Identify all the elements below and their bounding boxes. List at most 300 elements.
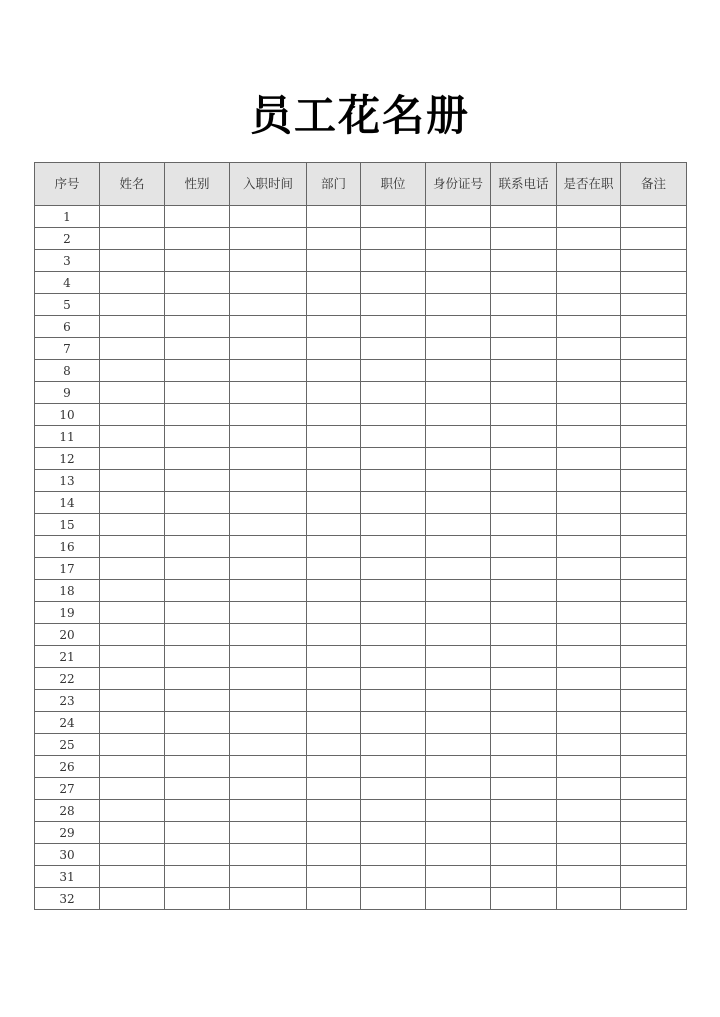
cell-hire-date[interactable] <box>230 602 307 624</box>
cell-employed[interactable] <box>557 778 621 800</box>
cell-id-number[interactable] <box>426 514 491 536</box>
cell-name[interactable] <box>100 382 165 404</box>
cell-remarks[interactable] <box>621 778 687 800</box>
cell-employed[interactable] <box>557 206 621 228</box>
cell-name[interactable] <box>100 426 165 448</box>
cell-id-number[interactable] <box>426 844 491 866</box>
cell-phone[interactable] <box>491 228 557 250</box>
cell-id-number[interactable] <box>426 338 491 360</box>
cell-hire-date[interactable] <box>230 206 307 228</box>
cell-remarks[interactable] <box>621 272 687 294</box>
table-row <box>35 822 687 844</box>
cell-gender[interactable] <box>165 822 230 844</box>
cell-department[interactable] <box>307 580 361 602</box>
cell-gender[interactable] <box>165 778 230 800</box>
cell-name[interactable] <box>100 228 165 250</box>
cell-position[interactable] <box>361 844 426 866</box>
cell-position[interactable] <box>361 734 426 756</box>
cell-hire-date[interactable] <box>230 624 307 646</box>
cell-phone[interactable] <box>491 668 557 690</box>
cell-employed[interactable] <box>557 558 621 580</box>
cell-employed[interactable] <box>557 404 621 426</box>
cell-employed[interactable] <box>557 822 621 844</box>
cell-employed[interactable] <box>557 514 621 536</box>
cell-phone[interactable] <box>491 844 557 866</box>
cell-department[interactable] <box>307 382 361 404</box>
cell-remarks[interactable] <box>621 360 687 382</box>
cell-position[interactable] <box>361 624 426 646</box>
cell-employed[interactable] <box>557 426 621 448</box>
cell-gender[interactable] <box>165 734 230 756</box>
cell-id-number[interactable] <box>426 360 491 382</box>
cell-name[interactable] <box>100 536 165 558</box>
cell-employed[interactable] <box>557 294 621 316</box>
cell-phone[interactable] <box>491 294 557 316</box>
cell-employed[interactable] <box>557 536 621 558</box>
cell-employed[interactable] <box>557 690 621 712</box>
cell-remarks[interactable] <box>621 426 687 448</box>
cell-name[interactable] <box>100 316 165 338</box>
cell-remarks[interactable] <box>621 250 687 272</box>
cell-gender[interactable] <box>165 558 230 580</box>
cell-name[interactable] <box>100 602 165 624</box>
cell-name[interactable] <box>100 206 165 228</box>
cell-gender[interactable] <box>165 712 230 734</box>
table-row <box>35 250 687 272</box>
cell-name[interactable] <box>100 690 165 712</box>
cell-department[interactable] <box>307 250 361 272</box>
cell-employed[interactable] <box>557 712 621 734</box>
cell-hire-date[interactable] <box>230 470 307 492</box>
cell-remarks[interactable] <box>621 316 687 338</box>
cell-remarks[interactable] <box>621 536 687 558</box>
cell-gender[interactable] <box>165 536 230 558</box>
cell-department[interactable] <box>307 668 361 690</box>
cell-hire-date[interactable] <box>230 316 307 338</box>
cell-department[interactable] <box>307 624 361 646</box>
cell-position[interactable] <box>361 448 426 470</box>
cell-serial: 9 <box>35 382 100 404</box>
cell-employed[interactable] <box>557 272 621 294</box>
cell-employed[interactable] <box>557 866 621 888</box>
cell-serial: 29 <box>35 822 100 844</box>
cell-gender[interactable] <box>165 514 230 536</box>
cell-position[interactable] <box>361 602 426 624</box>
cell-phone[interactable] <box>491 536 557 558</box>
cell-phone[interactable] <box>491 712 557 734</box>
cell-employed[interactable] <box>557 316 621 338</box>
cell-remarks[interactable] <box>621 492 687 514</box>
cell-gender[interactable] <box>165 602 230 624</box>
cell-department[interactable] <box>307 316 361 338</box>
cell-phone[interactable] <box>491 206 557 228</box>
cell-hire-date[interactable] <box>230 690 307 712</box>
cell-department[interactable] <box>307 514 361 536</box>
cell-employed[interactable] <box>557 734 621 756</box>
cell-name[interactable] <box>100 624 165 646</box>
cell-id-number[interactable] <box>426 448 491 470</box>
cell-remarks[interactable] <box>621 712 687 734</box>
cell-phone[interactable] <box>491 690 557 712</box>
cell-department[interactable] <box>307 360 361 382</box>
cell-id-number[interactable] <box>426 580 491 602</box>
cell-name[interactable] <box>100 580 165 602</box>
cell-id-number[interactable] <box>426 756 491 778</box>
cell-hire-date[interactable] <box>230 822 307 844</box>
cell-id-number[interactable] <box>426 734 491 756</box>
cell-name[interactable] <box>100 822 165 844</box>
cell-gender[interactable] <box>165 492 230 514</box>
cell-serial: 24 <box>35 712 100 734</box>
cell-id-number[interactable] <box>426 624 491 646</box>
cell-hire-date[interactable] <box>230 360 307 382</box>
cell-gender[interactable] <box>165 360 230 382</box>
cell-phone[interactable] <box>491 624 557 646</box>
cell-name[interactable] <box>100 514 165 536</box>
table-row <box>35 338 687 360</box>
header-cell-phone: 联系电话 <box>491 163 557 206</box>
cell-remarks[interactable] <box>621 888 687 910</box>
cell-employed[interactable] <box>557 382 621 404</box>
cell-remarks[interactable] <box>621 866 687 888</box>
cell-gender[interactable] <box>165 228 230 250</box>
cell-position[interactable] <box>361 800 426 822</box>
cell-phone[interactable] <box>491 492 557 514</box>
cell-gender[interactable] <box>165 668 230 690</box>
cell-id-number[interactable] <box>426 228 491 250</box>
cell-hire-date[interactable] <box>230 756 307 778</box>
cell-name[interactable] <box>100 778 165 800</box>
cell-position[interactable] <box>361 668 426 690</box>
cell-position[interactable] <box>361 866 426 888</box>
cell-remarks[interactable] <box>621 734 687 756</box>
cell-id-number[interactable] <box>426 888 491 910</box>
cell-department[interactable] <box>307 448 361 470</box>
cell-phone[interactable] <box>491 888 557 910</box>
cell-hire-date[interactable] <box>230 844 307 866</box>
cell-position[interactable] <box>361 272 426 294</box>
cell-hire-date[interactable] <box>230 228 307 250</box>
cell-remarks[interactable] <box>621 382 687 404</box>
cell-id-number[interactable] <box>426 558 491 580</box>
cell-department[interactable] <box>307 778 361 800</box>
cell-phone[interactable] <box>491 800 557 822</box>
cell-id-number[interactable] <box>426 470 491 492</box>
cell-name[interactable] <box>100 756 165 778</box>
cell-name[interactable] <box>100 250 165 272</box>
cell-gender[interactable] <box>165 250 230 272</box>
cell-gender[interactable] <box>165 382 230 404</box>
cell-hire-date[interactable] <box>230 800 307 822</box>
cell-id-number[interactable] <box>426 866 491 888</box>
cell-employed[interactable] <box>557 360 621 382</box>
cell-phone[interactable] <box>491 404 557 426</box>
cell-name[interactable] <box>100 404 165 426</box>
cell-hire-date[interactable] <box>230 404 307 426</box>
cell-name[interactable] <box>100 448 165 470</box>
cell-position[interactable] <box>361 690 426 712</box>
cell-employed[interactable] <box>557 756 621 778</box>
cell-hire-date[interactable] <box>230 294 307 316</box>
cell-employed[interactable] <box>557 492 621 514</box>
cell-position[interactable] <box>361 338 426 360</box>
cell-remarks[interactable] <box>621 448 687 470</box>
cell-remarks[interactable] <box>621 844 687 866</box>
cell-department[interactable] <box>307 558 361 580</box>
cell-id-number[interactable] <box>426 800 491 822</box>
cell-phone[interactable] <box>491 822 557 844</box>
cell-phone[interactable] <box>491 360 557 382</box>
cell-department[interactable] <box>307 228 361 250</box>
cell-gender[interactable] <box>165 272 230 294</box>
cell-remarks[interactable] <box>621 822 687 844</box>
cell-phone[interactable] <box>491 558 557 580</box>
cell-serial: 2 <box>35 228 100 250</box>
cell-id-number[interactable] <box>426 382 491 404</box>
cell-phone[interactable] <box>491 514 557 536</box>
cell-position[interactable] <box>361 712 426 734</box>
cell-hire-date[interactable] <box>230 668 307 690</box>
cell-name[interactable] <box>100 800 165 822</box>
cell-department[interactable] <box>307 272 361 294</box>
cell-remarks[interactable] <box>621 668 687 690</box>
cell-name[interactable] <box>100 712 165 734</box>
cell-hire-date[interactable] <box>230 888 307 910</box>
cell-position[interactable] <box>361 492 426 514</box>
cell-name[interactable] <box>100 888 165 910</box>
cell-position[interactable] <box>361 778 426 800</box>
cell-remarks[interactable] <box>621 646 687 668</box>
cell-gender[interactable] <box>165 316 230 338</box>
table-row <box>35 756 687 778</box>
cell-position[interactable] <box>361 470 426 492</box>
cell-remarks[interactable] <box>621 206 687 228</box>
cell-employed[interactable] <box>557 580 621 602</box>
cell-phone[interactable] <box>491 338 557 360</box>
cell-hire-date[interactable] <box>230 866 307 888</box>
cell-employed[interactable] <box>557 624 621 646</box>
cell-gender[interactable] <box>165 580 230 602</box>
cell-id-number[interactable] <box>426 206 491 228</box>
cell-id-number[interactable] <box>426 690 491 712</box>
cell-name[interactable] <box>100 272 165 294</box>
cell-id-number[interactable] <box>426 602 491 624</box>
cell-name[interactable] <box>100 866 165 888</box>
cell-department[interactable] <box>307 690 361 712</box>
cell-id-number[interactable] <box>426 316 491 338</box>
cell-hire-date[interactable] <box>230 778 307 800</box>
cell-serial: 17 <box>35 558 100 580</box>
cell-department[interactable] <box>307 888 361 910</box>
cell-phone[interactable] <box>491 272 557 294</box>
cell-name[interactable] <box>100 844 165 866</box>
cell-hire-date[interactable] <box>230 536 307 558</box>
cell-department[interactable] <box>307 602 361 624</box>
cell-name[interactable] <box>100 360 165 382</box>
cell-position[interactable] <box>361 426 426 448</box>
cell-phone[interactable] <box>491 778 557 800</box>
cell-department[interactable] <box>307 756 361 778</box>
cell-id-number[interactable] <box>426 492 491 514</box>
cell-gender[interactable] <box>165 844 230 866</box>
cell-remarks[interactable] <box>621 756 687 778</box>
cell-remarks[interactable] <box>621 404 687 426</box>
cell-position[interactable] <box>361 514 426 536</box>
cell-id-number[interactable] <box>426 294 491 316</box>
cell-position[interactable] <box>361 206 426 228</box>
cell-position[interactable] <box>361 822 426 844</box>
cell-phone[interactable] <box>491 646 557 668</box>
cell-remarks[interactable] <box>621 470 687 492</box>
cell-hire-date[interactable] <box>230 272 307 294</box>
cell-name[interactable] <box>100 734 165 756</box>
cell-gender[interactable] <box>165 206 230 228</box>
cell-name[interactable] <box>100 470 165 492</box>
cell-department[interactable] <box>307 426 361 448</box>
cell-department[interactable] <box>307 536 361 558</box>
cell-remarks[interactable] <box>621 558 687 580</box>
cell-position[interactable] <box>361 888 426 910</box>
cell-hire-date[interactable] <box>230 426 307 448</box>
cell-department[interactable] <box>307 492 361 514</box>
cell-employed[interactable] <box>557 800 621 822</box>
cell-position[interactable] <box>361 228 426 250</box>
cell-department[interactable] <box>307 646 361 668</box>
cell-phone[interactable] <box>491 316 557 338</box>
cell-employed[interactable] <box>557 338 621 360</box>
cell-id-number[interactable] <box>426 712 491 734</box>
cell-department[interactable] <box>307 712 361 734</box>
cell-employed[interactable] <box>557 844 621 866</box>
cell-department[interactable] <box>307 470 361 492</box>
cell-name[interactable] <box>100 492 165 514</box>
cell-employed[interactable] <box>557 448 621 470</box>
cell-department[interactable] <box>307 844 361 866</box>
cell-employed[interactable] <box>557 602 621 624</box>
cell-phone[interactable] <box>491 756 557 778</box>
cell-department[interactable] <box>307 866 361 888</box>
cell-gender[interactable] <box>165 756 230 778</box>
cell-id-number[interactable] <box>426 272 491 294</box>
cell-gender[interactable] <box>165 426 230 448</box>
cell-phone[interactable] <box>491 382 557 404</box>
cell-position[interactable] <box>361 250 426 272</box>
cell-position[interactable] <box>361 646 426 668</box>
cell-position[interactable] <box>361 360 426 382</box>
cell-department[interactable] <box>307 338 361 360</box>
cell-phone[interactable] <box>491 866 557 888</box>
cell-id-number[interactable] <box>426 426 491 448</box>
cell-gender[interactable] <box>165 866 230 888</box>
cell-gender[interactable] <box>165 448 230 470</box>
cell-department[interactable] <box>307 294 361 316</box>
cell-hire-date[interactable] <box>230 734 307 756</box>
cell-remarks[interactable] <box>621 228 687 250</box>
cell-name[interactable] <box>100 294 165 316</box>
cell-employed[interactable] <box>557 668 621 690</box>
cell-remarks[interactable] <box>621 294 687 316</box>
cell-name[interactable] <box>100 338 165 360</box>
table-row <box>35 382 687 404</box>
cell-department[interactable] <box>307 404 361 426</box>
cell-department[interactable] <box>307 734 361 756</box>
cell-gender[interactable] <box>165 624 230 646</box>
cell-position[interactable] <box>361 316 426 338</box>
cell-hire-date[interactable] <box>230 250 307 272</box>
cell-phone[interactable] <box>491 426 557 448</box>
cell-hire-date[interactable] <box>230 338 307 360</box>
cell-position[interactable] <box>361 536 426 558</box>
cell-id-number[interactable] <box>426 668 491 690</box>
cell-remarks[interactable] <box>621 338 687 360</box>
cell-gender[interactable] <box>165 800 230 822</box>
cell-department[interactable] <box>307 822 361 844</box>
cell-remarks[interactable] <box>621 580 687 602</box>
cell-department[interactable] <box>307 206 361 228</box>
cell-gender[interactable] <box>165 338 230 360</box>
cell-id-number[interactable] <box>426 822 491 844</box>
cell-hire-date[interactable] <box>230 382 307 404</box>
cell-phone[interactable] <box>491 250 557 272</box>
cell-employed[interactable] <box>557 470 621 492</box>
cell-position[interactable] <box>361 382 426 404</box>
cell-remarks[interactable] <box>621 624 687 646</box>
cell-hire-date[interactable] <box>230 580 307 602</box>
cell-name[interactable] <box>100 646 165 668</box>
cell-phone[interactable] <box>491 470 557 492</box>
cell-name[interactable] <box>100 668 165 690</box>
table-row <box>35 360 687 382</box>
cell-hire-date[interactable] <box>230 492 307 514</box>
cell-position[interactable] <box>361 580 426 602</box>
cell-remarks[interactable] <box>621 800 687 822</box>
cell-hire-date[interactable] <box>230 646 307 668</box>
cell-name[interactable] <box>100 558 165 580</box>
cell-gender[interactable] <box>165 294 230 316</box>
cell-gender[interactable] <box>165 646 230 668</box>
cell-hire-date[interactable] <box>230 448 307 470</box>
cell-gender[interactable] <box>165 690 230 712</box>
cell-hire-date[interactable] <box>230 558 307 580</box>
cell-employed[interactable] <box>557 250 621 272</box>
cell-position[interactable] <box>361 558 426 580</box>
cell-gender[interactable] <box>165 470 230 492</box>
cell-id-number[interactable] <box>426 404 491 426</box>
cell-phone[interactable] <box>491 734 557 756</box>
cell-position[interactable] <box>361 756 426 778</box>
cell-position[interactable] <box>361 404 426 426</box>
cell-phone[interactable] <box>491 602 557 624</box>
cell-remarks[interactable] <box>621 514 687 536</box>
cell-phone[interactable] <box>491 448 557 470</box>
cell-department[interactable] <box>307 800 361 822</box>
cell-id-number[interactable] <box>426 646 491 668</box>
cell-hire-date[interactable] <box>230 712 307 734</box>
cell-remarks[interactable] <box>621 690 687 712</box>
cell-employed[interactable] <box>557 228 621 250</box>
cell-gender[interactable] <box>165 888 230 910</box>
cell-employed[interactable] <box>557 646 621 668</box>
cell-gender[interactable] <box>165 404 230 426</box>
cell-hire-date[interactable] <box>230 514 307 536</box>
cell-phone[interactable] <box>491 580 557 602</box>
cell-id-number[interactable] <box>426 536 491 558</box>
cell-employed[interactable] <box>557 888 621 910</box>
cell-id-number[interactable] <box>426 778 491 800</box>
cell-remarks[interactable] <box>621 602 687 624</box>
cell-id-number[interactable] <box>426 250 491 272</box>
cell-position[interactable] <box>361 294 426 316</box>
